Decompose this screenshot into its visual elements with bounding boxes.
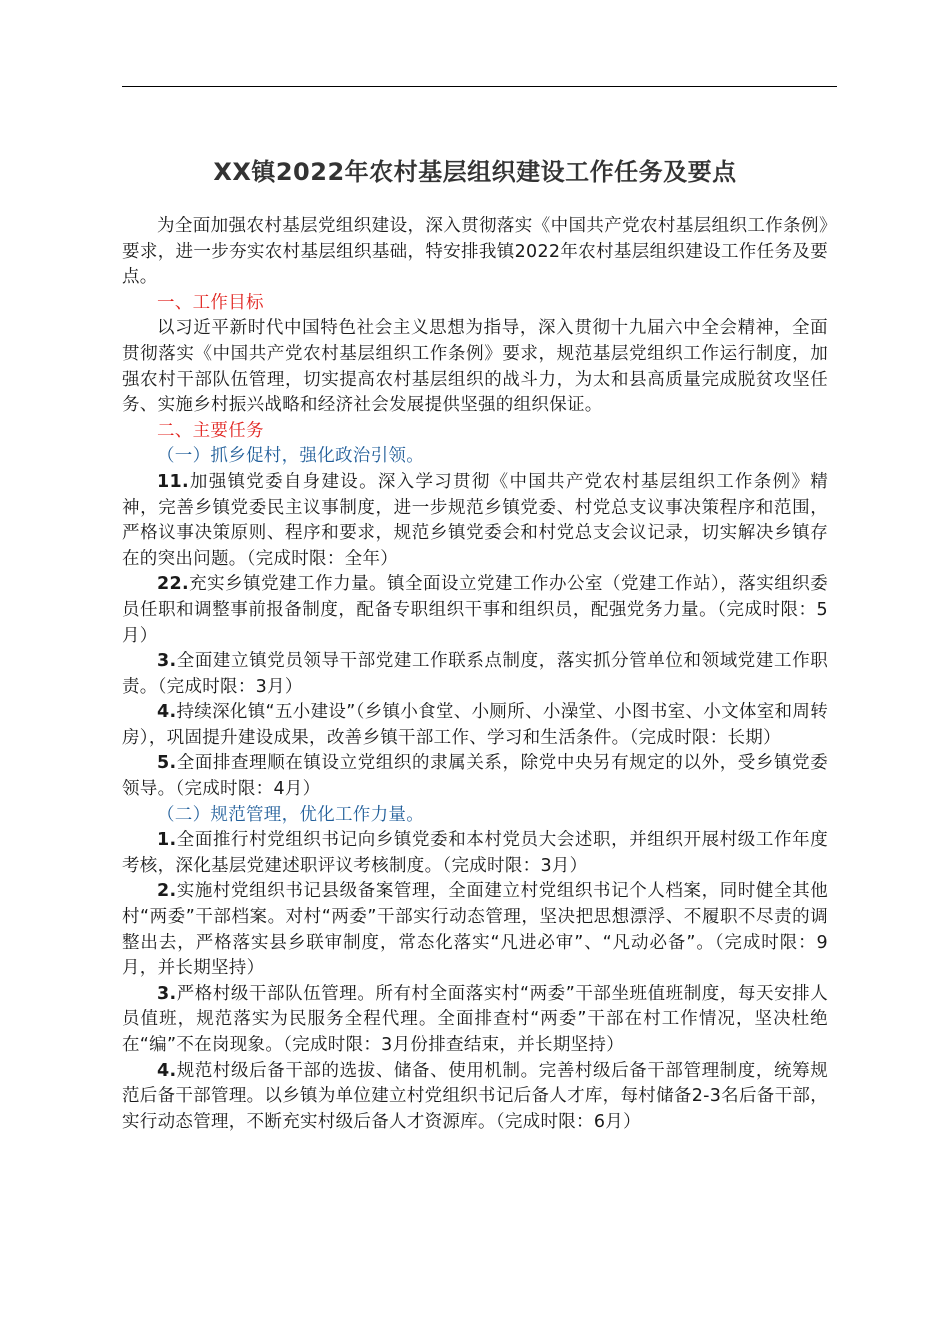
task-item: 4.规范村级后备干部的选拔、储备、使用机制。完善村级后备干部管理制度，统筹规范后备干部管理。以乡镇为单位建立村党组织书记后备人才库，每村储备2-3名后备干部，实行动态管理，不断充实村级后备人才资源库。（完成时限：6月） bbox=[122, 1060, 828, 1132]
section-2-heading: 二、主要任务 bbox=[157, 420, 264, 441]
task-item: 4.持续深化镇“五小建设”（乡镇小食堂、小厕所、小澡堂、小图书室、小文体室和周转房），巩固提升建设成果，改善乡镇干部工作、学习和生活条件。（完成时限：长期） bbox=[122, 702, 828, 748]
section-1-heading: 一、工作目标 bbox=[157, 292, 264, 313]
task-item: 5.全面排查理顺在镇设立党组织的隶属关系，除党中央另有规定的以外，受乡镇党委领导。（完成时限：4月） bbox=[122, 753, 828, 800]
document-body bbox=[122, 214, 828, 1135]
task-item: 11.加强镇党委自身建设。深入学习贯彻《中国共产党农村基层组织工作条例》精神，完善乡镇党委民主议事制度，进一步规范乡镇党委、村党总支议事决策程序和范围，严格议事决策原则、程序和要求，规范乡镇党委会和村党总支会议记录，切实解决乡镇存在的突出问题。（完成时限：全年） bbox=[122, 471, 828, 569]
intro-paragraph: 为全面加强农村基层党组织建设，深入贯彻落实《中国共产党农村基层组织工作条例》要求，进一步夯实农村基层组织基础，特安排我镇2022年农村基层组织建设工作任务及要点。 bbox=[122, 216, 828, 288]
task-item: 3.全面建立镇党员领导干部党建工作联系点制度，落实抓分管单位和领域党建工作职责。（完成时限：3月） bbox=[122, 651, 828, 697]
task-item: 1.全面推行村党组织书记向乡镇党委和本村党员大会述职，并组织开展村级工作年度考核，深化基层党建述职评议考核制度。（完成时限：3月） bbox=[122, 830, 828, 876]
subsection-2-heading: （二）规范管理，优化工作力量。 bbox=[157, 804, 424, 825]
subsection-1-heading: （一）抓乡促村，强化政治引领。 bbox=[157, 446, 424, 467]
task-item: 2.实施村党组织书记县级备案管理，全面建立村党组织书记个人档案，同时健全其他村“两委”干部档案。对村“两委”干部实行动态管理，坚决把思想漂浮、不履职不尽责的调整出去，严格落实县乡联审制度，常态化落实“凡进必审”、“凡动必备”。（完成时限：9月，并长期坚持） bbox=[122, 881, 828, 979]
header-rule bbox=[122, 86, 837, 87]
document-title: XX镇2022年农村基层组织建设工作任务及要点 bbox=[213, 158, 737, 186]
task-item: 3.严格村级干部队伍管理。所有村全面落实村“两委”干部坐班值班制度，每天安排人员值班，规范落实为民服务全程代理。全面排查村“两委”干部在村工作情况，坚决杜绝在“编”不在岗现象。（完成时限：3月份排查结束，并长期坚持） bbox=[122, 983, 828, 1055]
section-1-text: 以习近平新时代中国特色社会主义思想为指导，深入贯彻十九届六中全会精神，全面贯彻落实《中国共产党农村基层组织工作条例》要求，规范基层党组织工作运行制度，加强农村干部队伍管理，切实提高农村基层组织的战斗力，为太和县高质量完成脱贫攻坚任务、实施乡村振兴战略和经济社会发展提供坚强的组织保证。 bbox=[122, 318, 828, 416]
task-item: 22.充实乡镇党建工作力量。镇全面设立党建工作办公室（党建工作站），落实组织委员任职和调整事前报备制度，配备专职组织干事和组织员，配强党务力量。（完成时限：5月） bbox=[122, 574, 828, 646]
